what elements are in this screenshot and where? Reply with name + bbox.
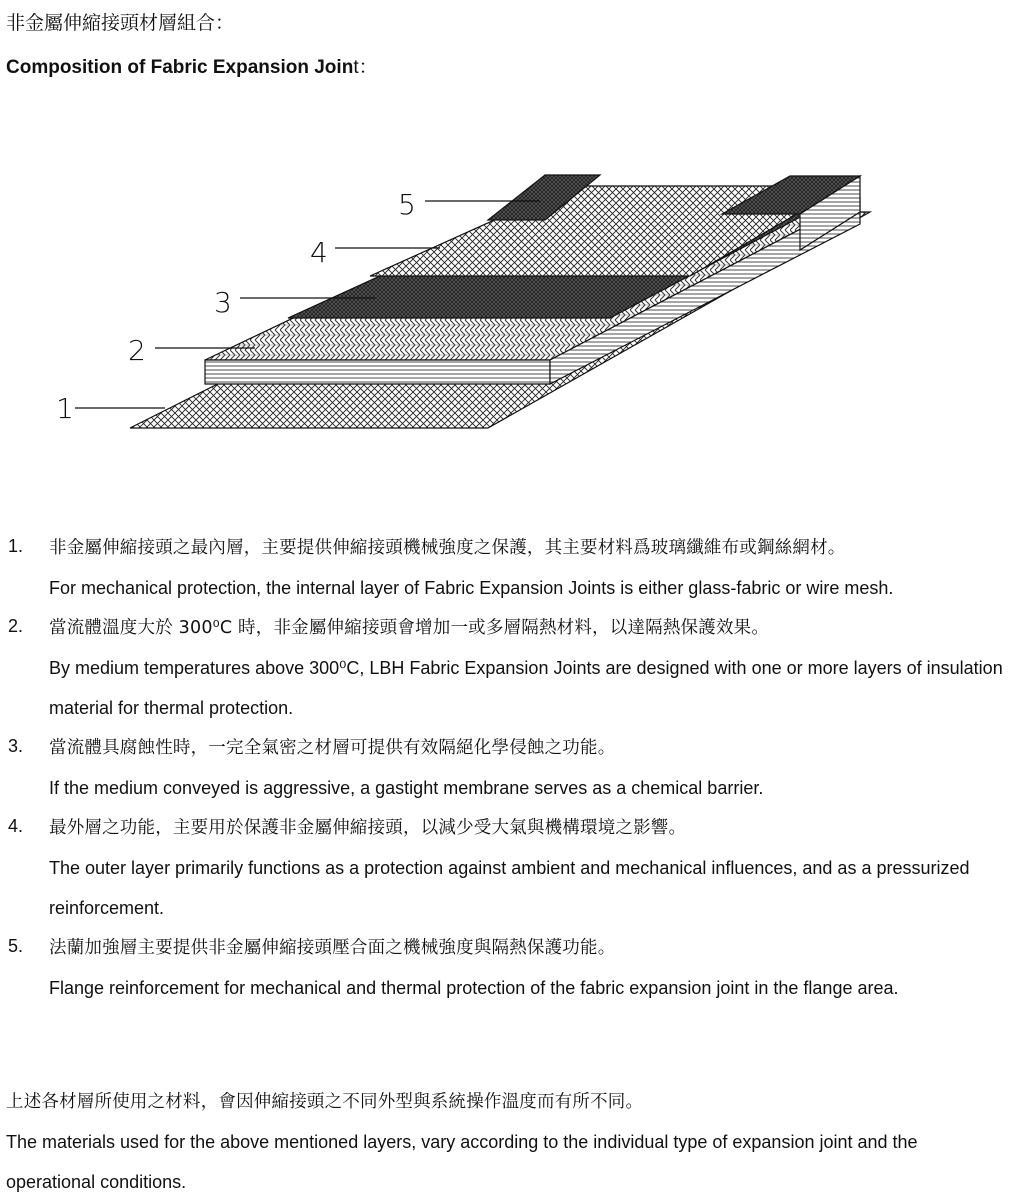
layer-description-chinese: 當流體具腐蝕性時，一完全氣密之材層可提供有效隔絕化學侵蝕之功能。 — [49, 738, 616, 758]
layer-item-5 — [8, 928, 1016, 1008]
layer-number: 4. — [8, 816, 24, 836]
footer-note — [6, 1082, 1006, 1202]
layer-description-english: For mechanical protection, the internal layer of Fabric Expansion Joints is either glass-fabric or wire mesh. — [49, 578, 894, 598]
page-title-english — [6, 52, 378, 79]
page-title-english-main: Composition of Fabric Expansion Join — [6, 57, 354, 78]
layer-description-english: By medium temperatures above 300⁰C, LBH Fabric Expansion Joints are designed with one or more layers of insulation material for thermal protection. — [49, 658, 1003, 718]
layer-description-chinese: 當流體溫度大於 300⁰C 時，非金屬伸縮接頭會增加一或多層隔熱材料，以達隔熱保護效果。 — [49, 618, 770, 638]
layer-description-english: Flange reinforcement for mechanical and thermal protection of the fabric expansion joint in the flange area. — [49, 978, 899, 998]
footer-note-chinese: 上述各材層所使用之材料，會因伸縮接頭之不同外型與系統操作溫度而有所不同。 — [6, 1092, 644, 1112]
layer-number: 2. — [8, 616, 24, 636]
layer-item-3 — [8, 728, 1016, 808]
layer-item-1 — [8, 528, 1016, 608]
page-title-english-suffix: t： — [353, 57, 378, 78]
layer-description-chinese: 最外層之功能，主要用於保護非金屬伸縮接頭，以減少受大氣與機構環境之影響。 — [49, 818, 687, 838]
layer-item-2 — [8, 608, 1016, 728]
callout-5: 5 — [398, 188, 416, 221]
callout-1: 1 — [56, 392, 74, 425]
page-title-chinese: 非金屬伸縮接頭材層組合： — [6, 12, 235, 34]
layer-number: 1. — [8, 536, 24, 556]
layer-description-chinese: 非金屬伸縮接頭之最內層，主要提供伸縮接頭機械強度之保護，其主要材料爲玻璃纖維布或鋼絲網材。 — [49, 538, 846, 558]
expansion-joint-layer-diagram — [0, 160, 1020, 450]
footer-note-english: The materials used for the above mentioned layers, vary according to the individual type of expansion joint and the operational conditions. — [6, 1132, 918, 1192]
layer-description-chinese: 法蘭加強層主要提供非金屬伸縮接頭壓合面之機械強度與隔熱保護功能。 — [49, 938, 616, 958]
callout-3: 3 — [214, 286, 232, 319]
layer-description-english: If the medium conveyed is aggressive, a gastight membrane serves as a chemical barrier. — [49, 778, 764, 798]
callout-2: 2 — [128, 334, 146, 367]
layer-2-front-face — [205, 360, 550, 384]
layer-description-list — [8, 528, 1016, 1008]
layer-item-4 — [8, 808, 1016, 928]
layer-number: 5. — [8, 936, 24, 956]
layer-number: 3. — [8, 736, 24, 756]
layer-description-english: The outer layer primarily functions as a protection against ambient and mechanical influences, and as a pressurized reinforcement. — [49, 858, 970, 918]
callout-4: 4 — [310, 236, 328, 269]
